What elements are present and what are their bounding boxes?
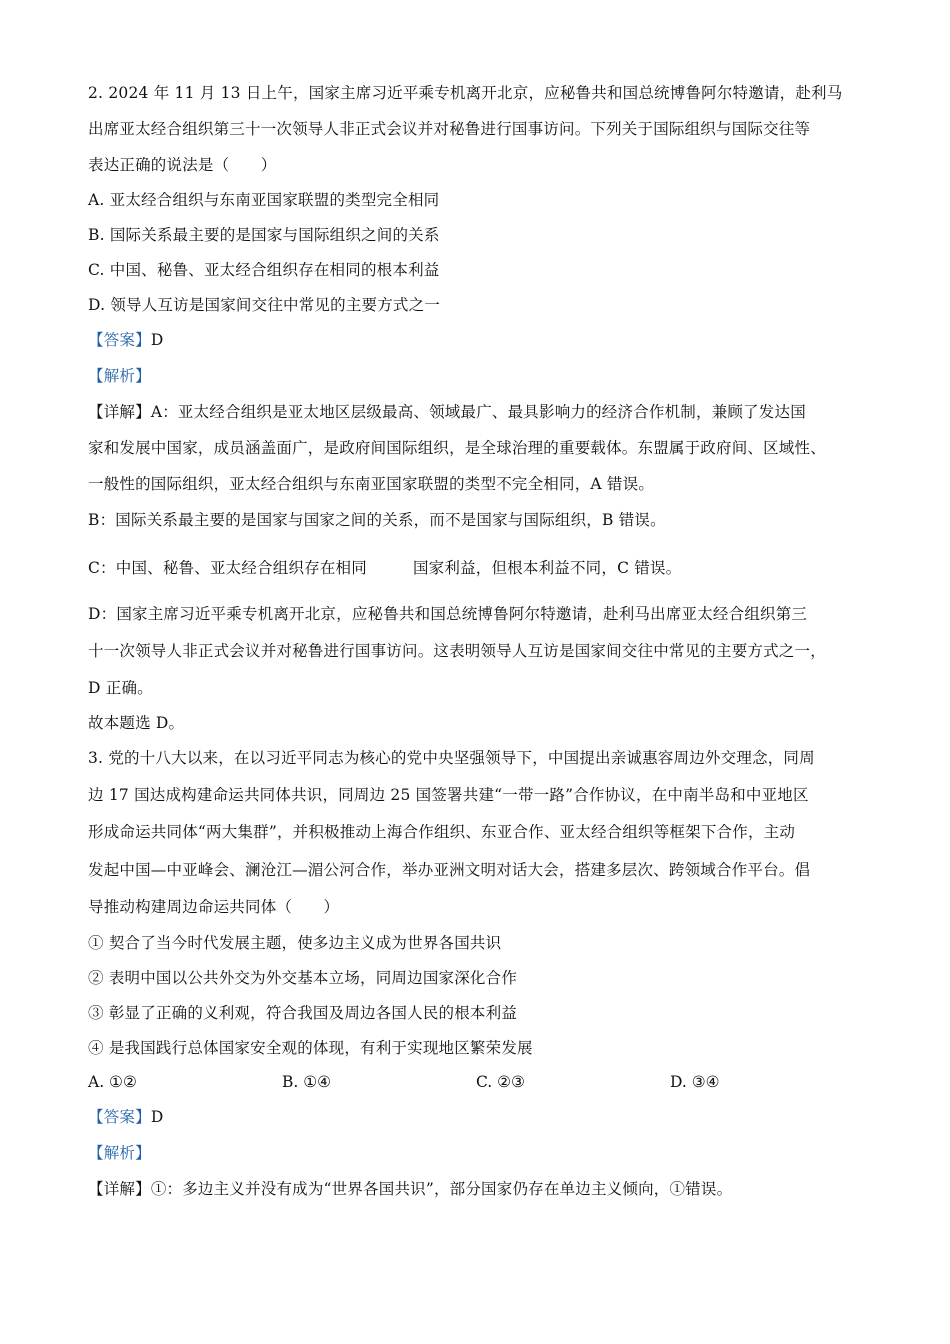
q2-answer-line (88, 330, 163, 350)
q2-detail-a-line-3: 一般性的国际组织，亚太经合组织与东南亚国家联盟的类型不完全相同，A 错误。 (88, 475, 655, 493)
q3-stem-line-5: 导推动构建周边命运共同体（ ） (88, 898, 340, 916)
q3-choice-c: C. ②③ (476, 1073, 525, 1091)
q3-statement-2: ② 表明中国以公共外交为外交基本立场，同周边国家深化合作 (88, 969, 518, 987)
q2-detail-d-line-2: 十一次领导人非正式会议并对秘鲁进行国事访问。这表明领导人互访是国家间交往中常见的主要方式之一， (88, 642, 826, 660)
q2-stem-line-2: 出席亚太经合组织第三十一次领导人非正式会议并对秘鲁进行国事访问。下列关于国际组织与国际交往等 (88, 120, 811, 138)
q3-detail-text-1: ①：多边主义并没有成为“世界各国共识”，部分国家仍存在单边主义倾向，①错误。 (150, 1180, 733, 1198)
q2-analysis-tag: 【解析】 (88, 367, 151, 385)
q2-answer-tag: 【答案】 (88, 331, 151, 349)
q3-choices-row (88, 1072, 848, 1092)
q3-choice-d: D. ③④ (670, 1073, 720, 1091)
q3-detail-tag: 【详解】 (88, 1180, 151, 1198)
q3-statement-4: ④ 是我国践行总体国家安全观的体现，有利于实现地区繁荣发展 (88, 1039, 533, 1057)
q2-stem-line-3: 表达正确的说法是（ ） (88, 156, 277, 174)
q2-detail-tag: 【详解】 (88, 403, 151, 421)
q2-option-c: C. 中国、秘鲁、亚太经合组织存在相同的根本利益 (88, 261, 440, 279)
q3-answer-line (88, 1107, 163, 1127)
q2-detail-c-part1: C：中国、秘鲁、亚太经合组织存在相同 (88, 559, 367, 577)
q3-choice-a: A. ①② (88, 1073, 137, 1091)
q3-stem-line-2: 边 17 国达成构建命运共同体共识，同周边 25 国签署共建“一带一路”合作协议，在中南半岛和中亚地区 (88, 786, 809, 804)
q2-detail-a-line-1 (88, 402, 806, 422)
q2-detail-a-text-1: A：亚太经合组织是亚太地区层级最高、领域最广、最具影响力的经济合作机制，兼顾了发达国 (150, 403, 806, 421)
q2-detail-c (88, 558, 681, 578)
q3-answer-tag: 【答案】 (88, 1108, 151, 1126)
q3-detail-line-1 (88, 1179, 732, 1199)
q3-answer-value: D (150, 1108, 164, 1126)
q2-conclusion: 故本题选 D。 (88, 714, 185, 732)
q3-stem-line-4: 发起中国—中亚峰会、澜沧江—湄公河合作，举办亚洲文明对话大会，搭建多层次、跨领域合作平台。倡 (88, 861, 811, 879)
q2-option-a: A. 亚太经合组织与东南亚国家联盟的类型完全相同 (88, 191, 440, 209)
q3-statement-3: ③ 彰显了正确的义利观，符合我国及周边各国人民的根本利益 (88, 1004, 518, 1022)
q3-statement-1: ① 契合了当今时代发展主题，使多边主义成为世界各国共识 (88, 934, 502, 952)
q3-stem-line-3: 形成命运共同体“两大集群”，并积极推动上海合作组织、东亚合作、亚太经合组织等框架下合作，主动 (88, 823, 796, 841)
q2-detail-b: B：国际关系最主要的是国家与国家之间的关系，而不是国家与国际组织，B 错误。 (88, 511, 666, 529)
q2-detail-d-line-3: D 正确。 (88, 679, 153, 697)
q2-detail-c-part2: 国家利益，但根本利益不同，C 错误。 (412, 559, 682, 577)
q2-option-b: B. 国际关系最主要的是国家与国际组织之间的关系 (88, 226, 440, 244)
q3-choice-b: B. ①④ (282, 1073, 332, 1091)
q2-answer-value: D (150, 331, 164, 349)
q3-analysis-tag: 【解析】 (88, 1144, 151, 1162)
q2-detail-a-line-2: 家和发展中国家，成员涵盖面广，是政府间国际组织，是全球治理的重要载体。东盟属于政府间、区域性、 (88, 439, 826, 457)
q2-stem-line-1: 2. 2024 年 11 月 13 日上午，国家主席习近平乘专机离开北京，应秘鲁共和国总统博鲁阿尔特邀请，赴利马 (88, 84, 843, 102)
q2-detail-d-line-1: D：国家主席习近平乘专机离开北京，应秘鲁共和国总统博鲁阿尔特邀请，赴利马出席亚太经合组织第三 (88, 605, 808, 623)
q2-option-d: D. 领导人互访是国家间交往中常见的主要方式之一 (88, 296, 441, 314)
q3-stem-line-1: 3. 党的十八大以来，在以习近平同志为核心的党中央坚强领导下，中国提出亲诚惠容周边外交理念，同周 (88, 749, 815, 767)
